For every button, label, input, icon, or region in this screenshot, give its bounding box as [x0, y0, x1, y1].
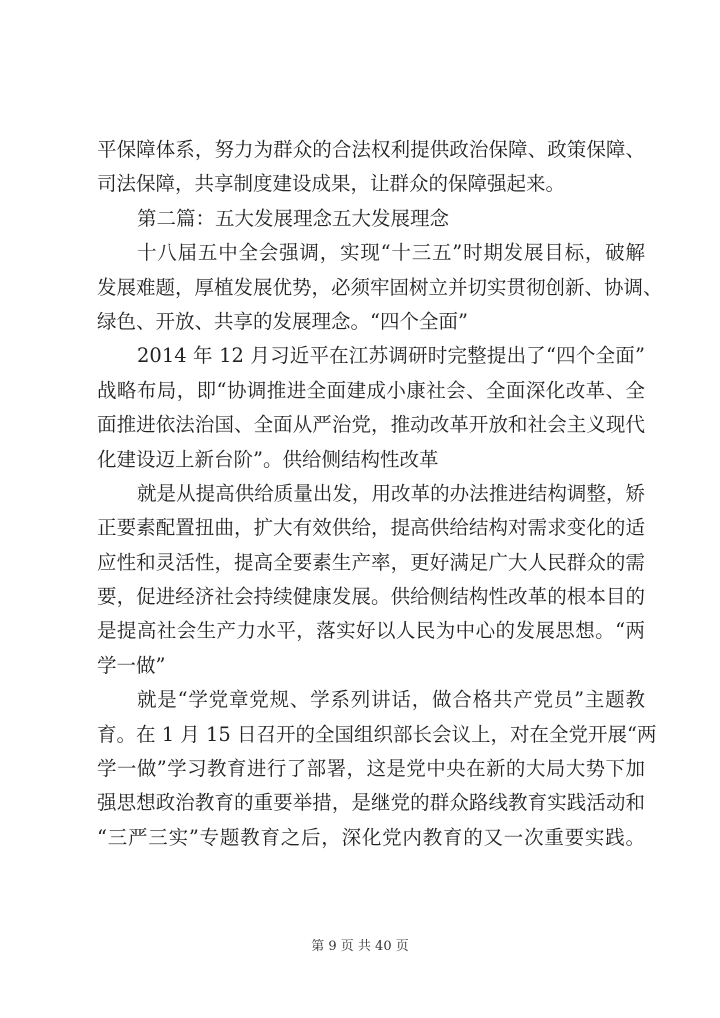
text-line: 就是从提高供给质量出发，用改革的办法推进结构调整，矫 [137, 481, 645, 505]
text-line: 面推进依法治国、全面从严治党，推动改革开放和社会主义现代 [97, 413, 645, 437]
text-line: “三严三实”专题教育之后，深化党内教育的又一次重要实践。 [97, 825, 645, 849]
text-line: 学一做” [97, 653, 166, 677]
text-line: 要，促进经济社会持续健康发展。供给侧结构性改革的根本目的 [97, 585, 645, 609]
text-line: 2014 年 12 月习近平在江苏调研时完整提出了“四个全面” [137, 344, 645, 368]
text-line: 就是“学党章党规、学系列讲话，做合格共产党员”主题教 [137, 688, 645, 712]
text-line: 学一做”学习教育进行了部署，这是党中央在新的大局大势下加 [97, 757, 645, 781]
text-line: 绿色、开放、共享的发展理念。“四个全面” [97, 309, 468, 333]
page-number-footer: 第 9 页 共 40 页 [311, 939, 409, 954]
text-line: 司法保障，共享制度建设成果，让群众的保障强起来。 [97, 172, 566, 196]
section-heading: 第二篇：五大发展理念五大发展理念 [137, 206, 450, 230]
text-line: 应性和灵活性，提高全要素生产率，更好满足广大人民群众的需 [97, 550, 645, 574]
text-line: 强思想政治教育的重要举措，是继党的群众路线教育实践活动和 [97, 791, 645, 815]
text-line: 平保障体系，努力为群众的合法权利提供政治保障、政策保障、 [97, 138, 645, 161]
text-line: 十八届五中全会强调，实现“十三五”时期发展目标，破解 [137, 241, 645, 265]
text-line: 战略布局，即“协调推进全面建成小康社会、全面深化改革、全 [97, 378, 645, 402]
text-line: 发展难题，厚植发展优势，必须牢固树立并切实贯彻创新、协调、 [97, 275, 663, 299]
text-line: 是提高社会生产力水平，落实好以人民为中心的发展思想。“两 [97, 619, 645, 643]
text-line: 育。在 1 月 15 日召开的全国组织部长会议上，对在全党开展“两 [97, 722, 657, 746]
document-body [97, 133, 663, 855]
text-line: 正要素配置扭曲，扩大有效供给，提高供给结构对需求变化的适 [97, 516, 645, 540]
text-line: 化建设迈上新台阶”。供给侧结构性改革 [97, 447, 439, 471]
